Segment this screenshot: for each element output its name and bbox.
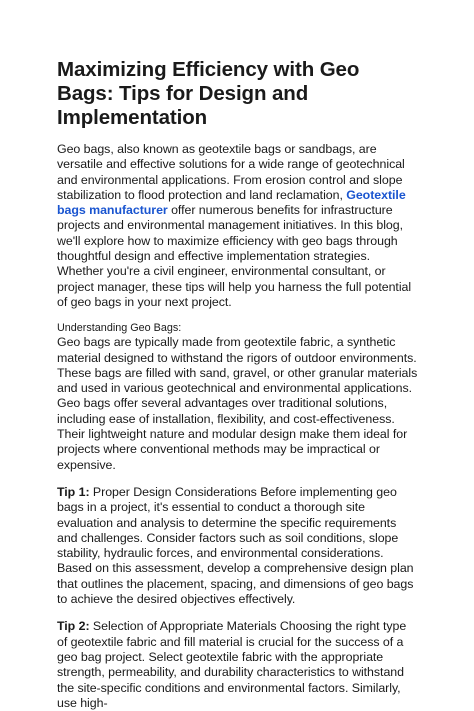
intro-paragraph <box>57 142 419 310</box>
tip-1-paragraph <box>57 485 419 607</box>
understanding-section-label: Understanding Geo Bags: <box>57 322 182 335</box>
tip-1-label: Tip 1: <box>57 484 90 499</box>
intro-text-before-link: Geo bags, also known as geotextile bags or sandbags, are versatile and effective solutions for a wide range of geotechnical and environmental applications. From erosion control and slope stabilization to flood protection and land reclamation, <box>57 142 405 202</box>
intro-text-after-link: offer numerous benefits for infrastructure projects and environmental management initiatives. In this blog, we'll explore how to maximize efficiency with geo bags through thoughtful design and effective implementation strategies. Whether you're a civil engineer, environmental consultant, or project manager, these tips will help you harness the full potential of geo bags in your next project. <box>57 203 412 309</box>
understanding-paragraph: Geo bags are typically made from geotextile fabric, a synthetic material designed to withstand the rigors of outdoor environments. These bags are filled with sand, gravel, or other granular materials and used in various geotechnical and environmental applications. Geo bags offer several advantages over traditional solutions, including ease of installation, flexibility, and cost-effectiveness. Their lightweight nature and modular design make them ideal for projects where conventional methods may be impractical or expensive. <box>57 335 418 472</box>
tip-1-text: Proper Design Considerations Before implementing geo bags in a project, it's essential to conduct a thorough site evaluation and analysis to determine the specific requirements and challenges. Consider factors such as soil conditions, slope stability, hydraulic forces, and environmental considerations. Based on this assessment, develop a comprehensive design plan that outlines the placement, spacing, and dimensions of geo bags to achieve the desired objectives effectively. <box>57 484 414 607</box>
geotextile-bags-manufacturer-link[interactable]: Geotextile bags manufacturer <box>57 187 406 218</box>
document-title: Maximizing Efficiency with Geo Bags: Tips for Design and Implementation <box>57 58 360 129</box>
tip-2-text: Selection of Appropriate Materials Choosing the right type of geotextile fabric and fill material is crucial for the success of a geo bag project. Select geotextile fabric with the appropriate strength, permeability, and durability characteristics to withstand the site-specific conditions and environmental factors. Similarly, use high- <box>57 619 407 710</box>
document-page <box>57 58 419 711</box>
tip-2-label: Tip 2: <box>57 619 90 634</box>
tip-2-paragraph <box>57 619 419 711</box>
